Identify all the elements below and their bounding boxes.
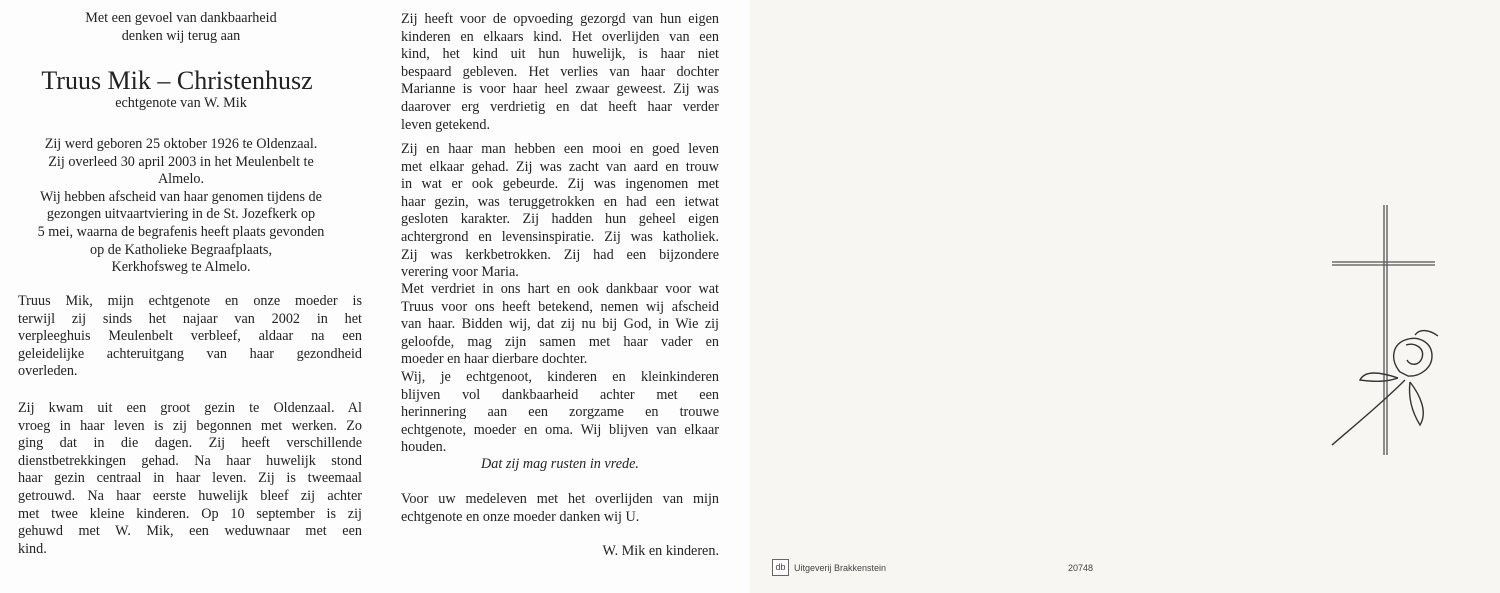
text-line: gezongen uitvaartviering in de St. Jozefkerk op: [46, 206, 316, 223]
text-line: bespaard gebleven. Het verlies van haar dochter: [401, 63, 719, 80]
text-line: haar gezin centraal in haar leven. Zij is tweemaal: [18, 470, 362, 487]
text-line: overleden.: [18, 363, 78, 380]
text-line: vroeg in haar leven is zij begonnen met werken. Zo: [18, 417, 362, 434]
text-line: kinderen en elkaars kind. Het overlijden van een: [401, 28, 719, 45]
cross-with-rose-icon: [1320, 200, 1450, 460]
text-line: houden.: [401, 439, 447, 456]
signature: W. Mik en kinderen.: [602, 543, 719, 559]
text-line: gesloten karakter. Zij hadden hun geheel eigen: [401, 211, 719, 228]
text-line: Zij was kerkbetrokken. Zij had een bijzondere: [401, 246, 719, 263]
text-line: met twee kleine kinderen. Op 10 september is zij: [18, 505, 362, 522]
paragraph-children: [401, 11, 719, 134]
text-line: Wij hebben afscheid van haar genomen tijdens de: [40, 188, 322, 205]
text-line: Zij overleed 30 april 2003 in het Meulenbelt te: [48, 153, 314, 170]
text-line: Zij heeft voor de opvoeding gezorgd van hun eigen: [401, 11, 719, 27]
text-line: haar gezin, was teruggetrokken en had een ietwat: [401, 193, 719, 210]
paragraph-life: [401, 141, 719, 282]
catalog-number: 20748: [1068, 563, 1094, 573]
text-line: ging dat in die dagen. Zij heeft verschillende: [18, 435, 362, 452]
text-line: 5 mei, waarna de begrafenis heeft plaats gevonden: [37, 223, 325, 240]
text-line: achtergrond en levensinspiratie. Zij was katholiek.: [401, 228, 719, 245]
text-line: Wij, je echtgenoot, kinderen en kleinkinderen: [401, 369, 719, 385]
text-line: geleidelijke achteruitgang van haar gezondheid: [18, 345, 362, 362]
text-line: in wat er ook gebeurde. Zij was ingenomen met: [401, 176, 719, 193]
text-line: van haar. Bidden wij, dat zij nu bij God, in Wie zij: [401, 316, 719, 333]
text-line: Zij werd geboren 25 oktober 1926 te Oldenzaal.: [44, 136, 318, 152]
text-line: terwijl zij sinds het najaar van 2002 in het: [18, 310, 362, 327]
text-line: Zij en haar man hebben een mooi en goed leven: [401, 141, 719, 157]
text-line: op de Katholieke Begraafplaats,: [90, 241, 272, 258]
intro-text: [28, 10, 334, 45]
text-line: denken wij terug aan: [121, 27, 241, 44]
text-line: met elkaar gehad. Zij was zacht van aard en trouw: [401, 158, 719, 175]
text-line: Truus Mik, mijn echtgenote en onze moeder is: [18, 293, 362, 309]
text-line: gehuwd met W. Mik, een weduwnaar met een: [18, 523, 362, 540]
text-line: kind.: [18, 540, 47, 557]
paragraph-farewell: [401, 281, 719, 369]
deceased-name: Truus Mik – Christenhusz: [41, 66, 313, 95]
text-line: moeder en haar dierbare dochter.: [401, 351, 588, 368]
text-line: Kerkhofsweg te Almelo.: [111, 259, 251, 276]
text-line: dienstbetrekkingen gehad. Na haar huwelijk stond: [18, 452, 362, 469]
text-line: Marianne is voor haar heel zwaar geweest. Zij was: [401, 81, 719, 98]
text-line: Almelo.: [157, 171, 205, 188]
text-line: Voor uw medeleven met het overlijden van mijn: [401, 491, 719, 507]
publisher-logo: db: [772, 559, 789, 576]
paragraph-death: [18, 293, 362, 381]
text-line: getrouwd. Na haar eerste huwelijk bleef zij achter: [18, 487, 362, 504]
paragraph-family: [18, 400, 362, 558]
paragraph-memory: [401, 369, 719, 457]
text-line: leven getekend.: [401, 116, 491, 133]
text-line: verering voor Maria.: [401, 264, 519, 281]
text-line: verpleeghuis Meulenbelt verbleef, aldaar na een: [18, 328, 362, 345]
spouse-line: echtgenote van W. Mik: [115, 95, 247, 111]
text-line: blijven vol dankbaarheid achter met een: [401, 386, 719, 403]
text-line: echtgenote en onze moeder danken wij U.: [401, 508, 640, 525]
text-line: Truus voor ons heeft betekend, nemen wij afscheid: [401, 298, 719, 315]
thanks-text: [401, 491, 719, 526]
text-line: Met verdriet in ons hart en ook dankbaar voor wat: [401, 281, 719, 297]
text-line: echtgenote, moeder en oma. Wij blijven van elkaar: [401, 421, 719, 438]
text-line: herinnering aan een zorgzame en trouwe: [401, 404, 719, 421]
rest-in-peace: Dat zij mag rusten in vrede.: [481, 456, 639, 472]
text-line: Zij kwam uit een groot gezin te Oldenzaal. Al: [18, 400, 362, 416]
text-line: kind, het kind uit hun huwelijk, is haar niet: [401, 46, 719, 63]
text-line: Met een gevoel van dankbaarheid: [85, 10, 277, 26]
life-facts: [14, 136, 348, 277]
publisher-name: Uitgeverij Brakkenstein: [794, 563, 887, 573]
text-line: geloofde, mag zijn samen met haar vader en: [401, 333, 719, 350]
text-line: daarover erg verdrietig en dat heeft haar verder: [401, 98, 719, 115]
